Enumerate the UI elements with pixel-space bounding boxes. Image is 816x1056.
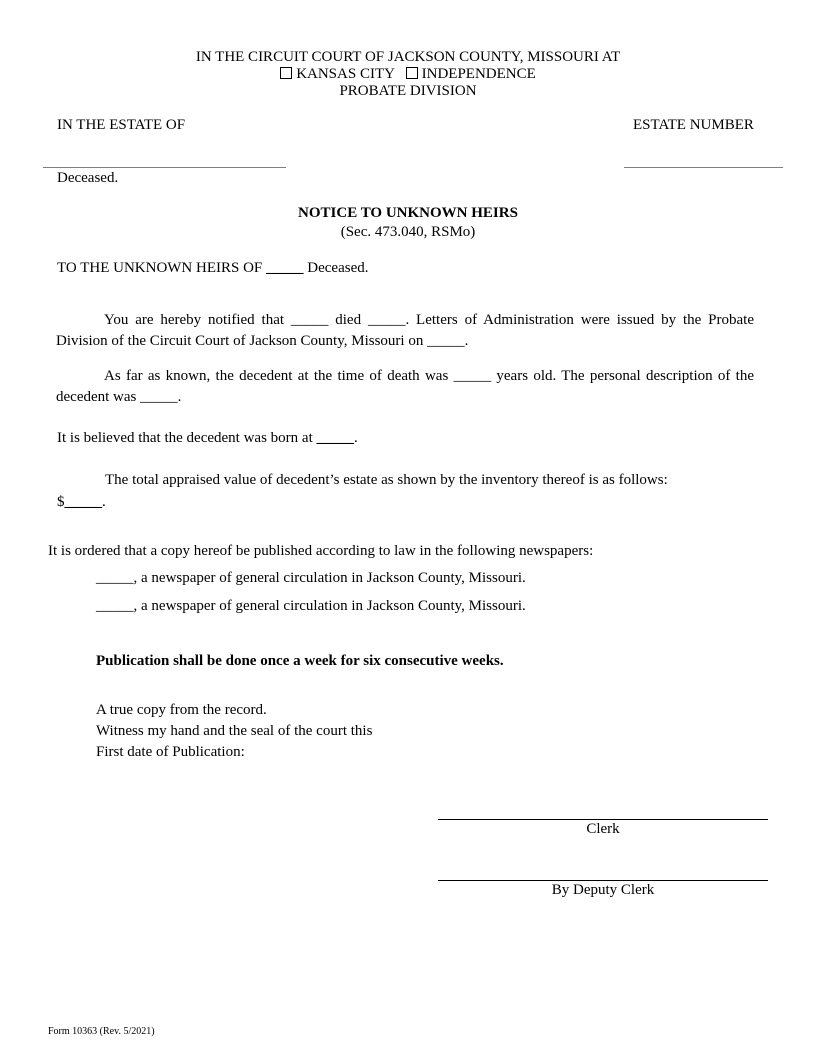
p1-text-a: You are hereby notified that	[104, 312, 291, 328]
estate-number-label: ESTATE NUMBER	[633, 117, 754, 133]
p2-text-c: .	[177, 389, 182, 405]
true-copy-line: A true copy from the record.	[96, 702, 267, 718]
newspaper-1-text: , a newspaper of general circulation in Jackson County, Missouri.	[133, 570, 526, 586]
dollar-sign: $	[57, 494, 65, 510]
deputy-signature-line[interactable]	[438, 880, 768, 881]
clerk-signature-line[interactable]	[438, 819, 768, 820]
decedent-name-blank[interactable]: _____	[266, 260, 304, 276]
division-label: PROBATE DIVISION	[339, 83, 477, 99]
age-blank[interactable]: _____	[453, 368, 492, 384]
to-unknown-heirs-line	[57, 260, 369, 277]
death-date-blank[interactable]: _____	[367, 312, 406, 328]
to-prefix: TO THE UNKNOWN HEIRS OF	[57, 260, 267, 276]
p2-text-a: As far as known, the decedent at the time of death was	[104, 368, 454, 384]
deputy-clerk-label: By Deputy Clerk	[551, 882, 655, 898]
estate-of-label: IN THE ESTATE OF	[57, 117, 186, 133]
form-number: Form 10363 (Rev. 5/2021)	[48, 1026, 155, 1037]
notice-paragraph	[56, 310, 754, 352]
birthplace-line	[57, 430, 358, 447]
location-row	[0, 66, 816, 83]
independence-checkbox[interactable]	[406, 67, 418, 79]
p3-text-a: It is believed that the decedent was born at	[57, 430, 317, 446]
decedent-name-field[interactable]	[43, 167, 286, 168]
appraised-value-line: The total appraised value of decedent’s estate as shown by the inventory thereof is as follows:	[105, 472, 668, 488]
order-line: It is ordered that a copy hereof be published according to law in the following newspapers:	[48, 543, 594, 559]
notice-title: NOTICE TO UNKNOWN HEIRS	[298, 205, 518, 221]
first-publication-date-line: First date of Publication:	[96, 744, 245, 760]
publication-notice: Publication shall be done once a week for six consecutive weeks.	[96, 653, 504, 669]
independence-label: INDEPENDENCE	[421, 66, 536, 82]
p2-text-b: years old. The personal description of the decedent was	[56, 368, 755, 405]
appraised-amount-line	[57, 494, 106, 511]
to-suffix: Deceased.	[303, 260, 369, 276]
p1-text-b: died	[328, 312, 368, 328]
newspaper-1-line	[96, 570, 526, 587]
estate-number-field[interactable]	[624, 167, 783, 168]
letters-date-blank[interactable]: _____	[427, 333, 465, 349]
statute-reference: (Sec. 473.040, RSMo)	[340, 224, 476, 240]
decedent-blank[interactable]: _____	[290, 312, 329, 328]
description-blank[interactable]: _____	[140, 389, 178, 405]
birthplace-blank[interactable]: _____	[316, 430, 354, 446]
witness-line: Witness my hand and the seal of the court this	[96, 723, 373, 739]
clerk-label: Clerk	[586, 821, 620, 837]
p3-text-b: .	[354, 430, 358, 446]
deceased-label: Deceased.	[57, 170, 119, 186]
newspaper-1-blank[interactable]: _____	[96, 570, 134, 586]
kansas-city-checkbox[interactable]	[280, 67, 292, 79]
newspaper-2-line	[96, 598, 526, 615]
newspaper-2-text: , a newspaper of general circulation in Jackson County, Missouri.	[133, 598, 526, 614]
p4-end: .	[102, 494, 106, 510]
court-line: IN THE CIRCUIT COURT OF JACKSON COUNTY, MISSOURI AT	[195, 49, 621, 65]
age-paragraph	[56, 366, 754, 408]
p1-text-d: .	[464, 333, 469, 349]
appraised-amount-blank[interactable]: _____	[64, 494, 102, 510]
kansas-city-label: KANSAS CITY	[296, 66, 395, 82]
p1-text-c: . Letters of Administration were issued by the Probate Division of the Circuit Court of Jackson County, Missouri on	[56, 312, 754, 349]
newspaper-2-blank[interactable]: _____	[96, 598, 134, 614]
